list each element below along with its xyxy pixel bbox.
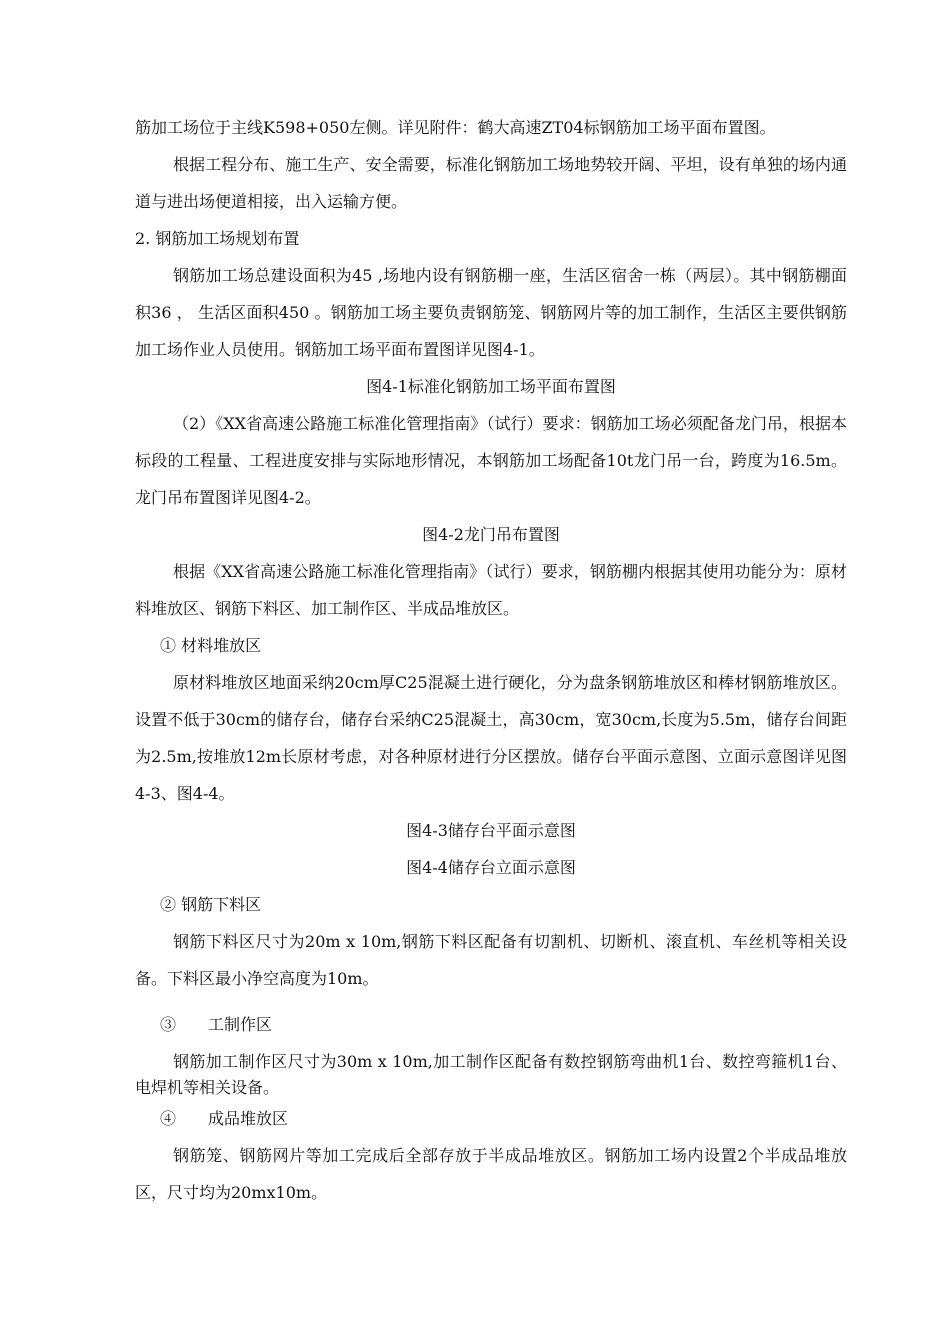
- paragraph-cutting: 钢筋下料区尺寸为20m x 10m,钢筋下料区配备有切割机、切断机、滚直机、车丝机等相关设备。下料区最小净空高度为10m。: [135, 932, 847, 988]
- paragraph-area: 钢筋加工场总建设面积为45 ,场地内设有钢筋棚一座，生活区宿舍一栋（两层）。其中钢筋棚面积36 ， 生活区面积450 。钢筋加工场主要负责钢筋笼、钢筋网片等的加工制作，生活区主要供钢筋加工场作业人员使用。钢筋加工场平面布置图详见图4-1。: [135, 266, 847, 359]
- figure-caption-4-3: 图4-3储存台平面示意图: [406, 821, 576, 840]
- paragraph-fabrication: 钢筋加工制作区尺寸为30m x 10m,加工制作区配备有数控钢筋弯曲机1台、数控弯箍机1台、电焊机等相关设备。: [135, 1052, 847, 1097]
- paragraph-gantry-crane: （2）《XX省高速公路施工标准化管理指南》（试行）要求：钢筋加工场必须配备龙门吊，根据本标段的工程量、工程进度安排与实际地形情况，本钢筋加工场配备10t龙门吊一台，跨度为16.5m。龙门吊布置图详见图4-2。: [135, 414, 847, 507]
- paragraph-site-conditions: 根据工程分布、施工生产、安全需要，标准化钢筋加工场地势较开阔、平坦，设有单独的场内通道与进出场便道相接，出入运输方便。: [135, 155, 847, 211]
- paragraph-material-storage: 原材料堆放区地面采纳20cm厚C25混凝土进行硬化，分为盘条钢筋堆放区和棒材钢筋堆放区。设置不低于30cm的储存台，储存台采纳C25混凝土，高30cm，宽30cm,长度为5.5m，储存台间距为2.5m,按堆放12m长原材考虑，对各种原材进行分区摆放。储存台平面示意图、立面示意图详见图4-3、图4-4。: [135, 673, 847, 803]
- section-heading-layout: 2. 钢筋加工场规划布置: [135, 229, 300, 248]
- figure-caption-4-4: 图4-4储存台立面示意图: [406, 858, 576, 877]
- paragraph-location: 筋加工场位于主线K598+050左侧。详见附件：鹤大高速ZT04标钢筋加工场平面布置图。: [135, 118, 776, 137]
- subsection-material-storage: ① 材料堆放区: [160, 636, 262, 655]
- subsection-fabrication: ③ 工制作区: [160, 1015, 273, 1034]
- paragraph-zones: 根据《XX省高速公路施工标准化管理指南》（试行）要求，钢筋棚内根据其使用功能分为：原材料堆放区、钢筋下料区、加工制作区、半成品堆放区。: [135, 562, 847, 618]
- figure-caption-4-2: 图4-2龙门吊布置图: [422, 525, 560, 544]
- paragraph-finished-storage: 钢筋笼、钢筋网片等加工完成后全部存放于半成品堆放区。钢筋加工场内设置2个半成品堆放区，尺寸均为20mx10m。: [135, 1146, 847, 1202]
- subsection-cutting: ② 钢筋下料区: [160, 895, 262, 914]
- subsection-finished-storage: ④ 成品堆放区: [160, 1109, 289, 1128]
- figure-caption-4-1: 图4-1标准化钢筋加工场平面布置图: [366, 377, 616, 396]
